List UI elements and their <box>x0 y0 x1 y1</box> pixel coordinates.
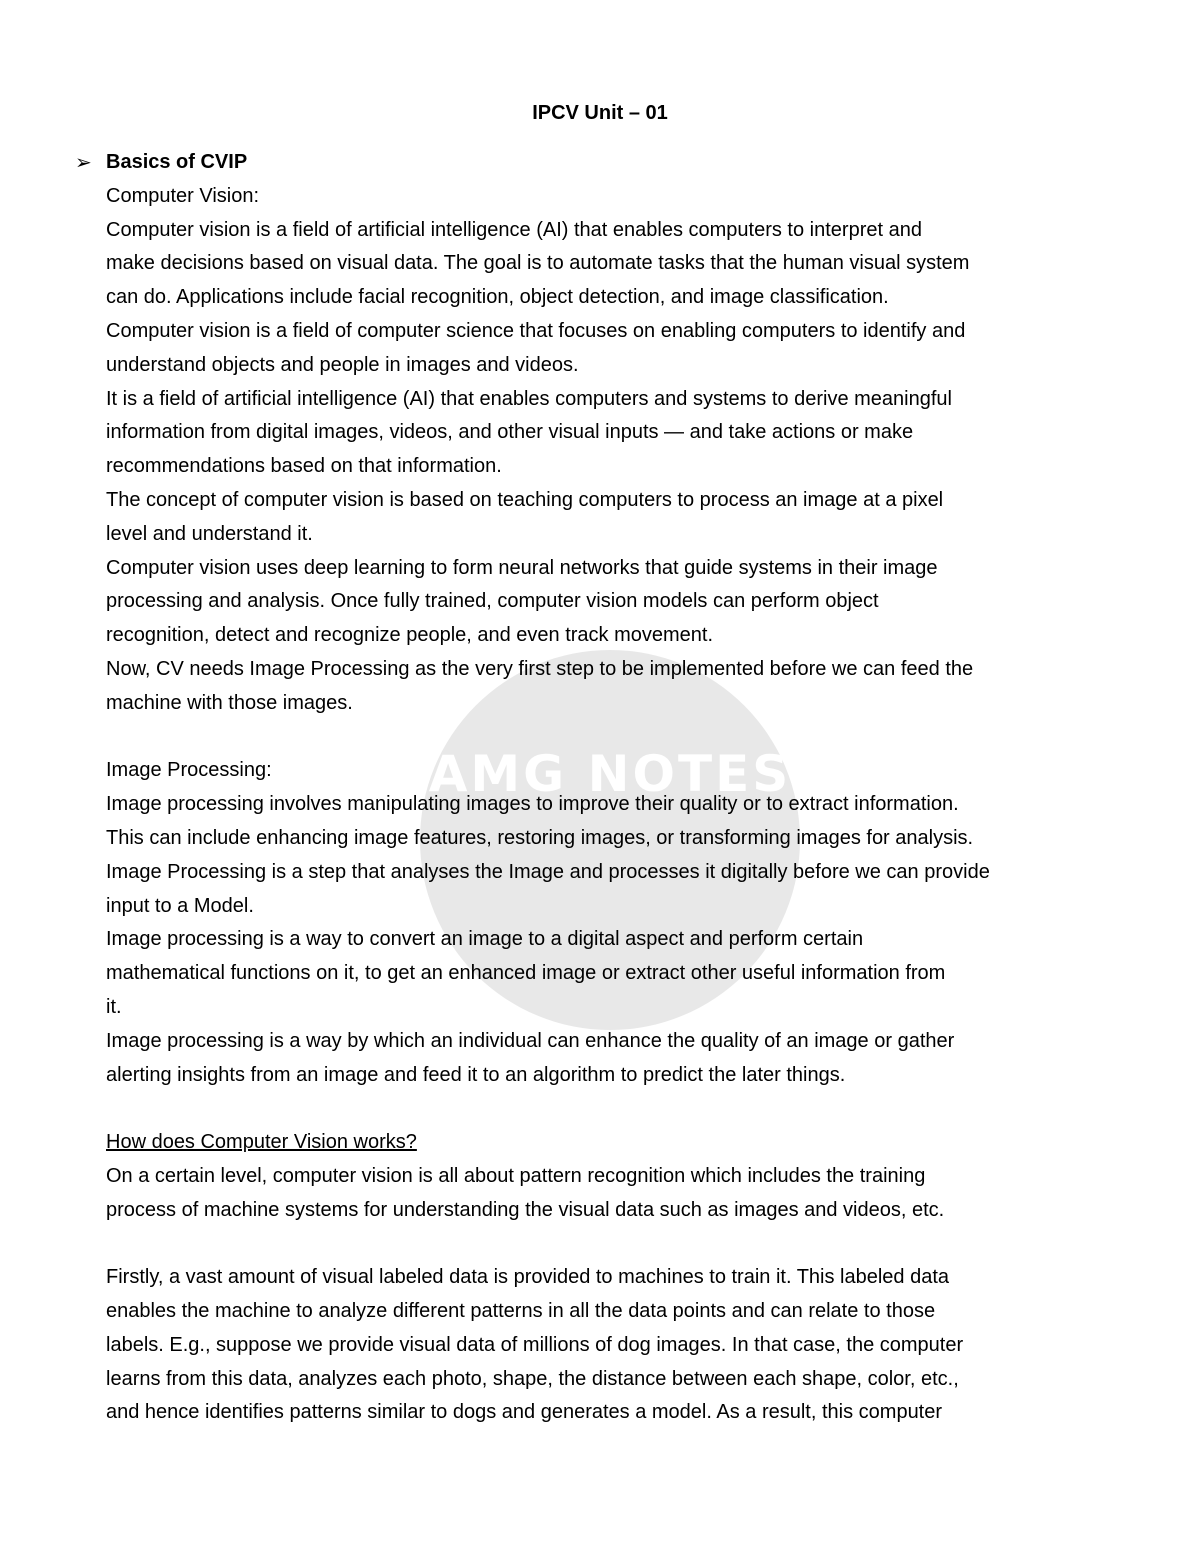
body-line: Now, CV needs Image Processing as the very first step to be implemented before we can feed the <box>106 657 974 680</box>
paragraph-gap <box>106 1228 1136 1262</box>
page-title: IPCV Unit – 01 <box>532 102 668 124</box>
section-heading: Basics of CVIP <box>106 151 248 173</box>
body-line: Image processing is a way to convert an image to a digital aspect and perform certain <box>106 928 864 951</box>
body-line: labels. E.g., suppose we provide visual data of millions of dog images. In that case, the computer <box>106 1333 964 1356</box>
body-line: recommendations based on that information. <box>106 455 502 478</box>
body-line: alerting insights from an image and feed it to an algorithm to predict the later things. <box>106 1063 846 1086</box>
body-line: make decisions based on visual data. The goal is to automate tasks that the human visual system <box>106 252 970 275</box>
paragraph-gap <box>106 721 1136 755</box>
body-line: process of machine systems for understanding the visual data such as images and videos, etc. <box>106 1198 945 1221</box>
body-line: On a certain level, computer vision is all about pattern recognition which includes the training <box>106 1164 926 1187</box>
body-line: processing and analysis. Once fully trained, computer vision models can perform object <box>106 590 879 613</box>
how-heading: How does Computer Vision works? <box>106 1131 417 1154</box>
body-line: enables the machine to analyze different patterns in all the data points and can relate to those <box>106 1300 936 1323</box>
body-line: understand objects and people in images and videos. <box>106 353 579 376</box>
body-line: This can include enhancing image features, restoring images, or transforming images for analysis. <box>106 826 974 849</box>
body-line: Computer vision is a field of artificial intelligence (AI) that enables computers to interpret and <box>106 218 922 241</box>
body-line: Image processing is a way by which an individual can enhance the quality of an image or gather <box>106 1029 955 1052</box>
body-line: mathematical functions on it, to get an enhanced image or extract other useful information from <box>106 962 946 985</box>
body-line: recognition, detect and recognize people, and even track movement. <box>106 624 714 647</box>
body-line: Firstly, a vast amount of visual labeled data is provided to machines to train it. This labeled data <box>106 1266 950 1289</box>
body-line: and hence identifies patterns similar to dogs and generates a model. As a result, this computer <box>106 1401 943 1424</box>
body-line: Image Processing is a step that analyses the Image and processes it digitally before we can provide <box>106 860 990 883</box>
watermark-text: AMG NOTES <box>428 745 792 803</box>
body-line: can do. Applications include facial recognition, object detection, and image classification. <box>106 286 889 309</box>
body-line: The concept of computer vision is based on teaching computers to process an image at a pixel <box>106 488 944 511</box>
body-line: Computer vision is a field of computer science that focuses on enabling computers to identify and <box>106 319 966 342</box>
body-line: learns from this data, analyzes each photo, shape, the distance between each shape, color, etc., <box>106 1367 959 1390</box>
body-line: machine with those images. <box>106 691 353 714</box>
body-line: it. <box>106 995 122 1018</box>
arrow-bullet-icon: ➢ <box>75 150 92 174</box>
body-line: Computer vision uses deep learning to form neural networks that guide systems in their image <box>106 556 938 579</box>
cv-heading: Computer Vision: <box>106 184 260 207</box>
ip-heading: Image Processing: <box>106 759 272 782</box>
document-body <box>106 146 1136 1430</box>
body-line: input to a Model. <box>106 894 254 917</box>
body-line: information from digital images, videos, and other visual inputs — and take actions or make <box>106 421 914 444</box>
paragraph-gap <box>106 1092 1136 1126</box>
body-line: It is a field of artificial intelligence (AI) that enables computers and systems to derive meaningful <box>106 387 952 410</box>
body-line: Image processing involves manipulating images to improve their quality or to extract information. <box>106 793 959 816</box>
body-line: level and understand it. <box>106 522 313 545</box>
